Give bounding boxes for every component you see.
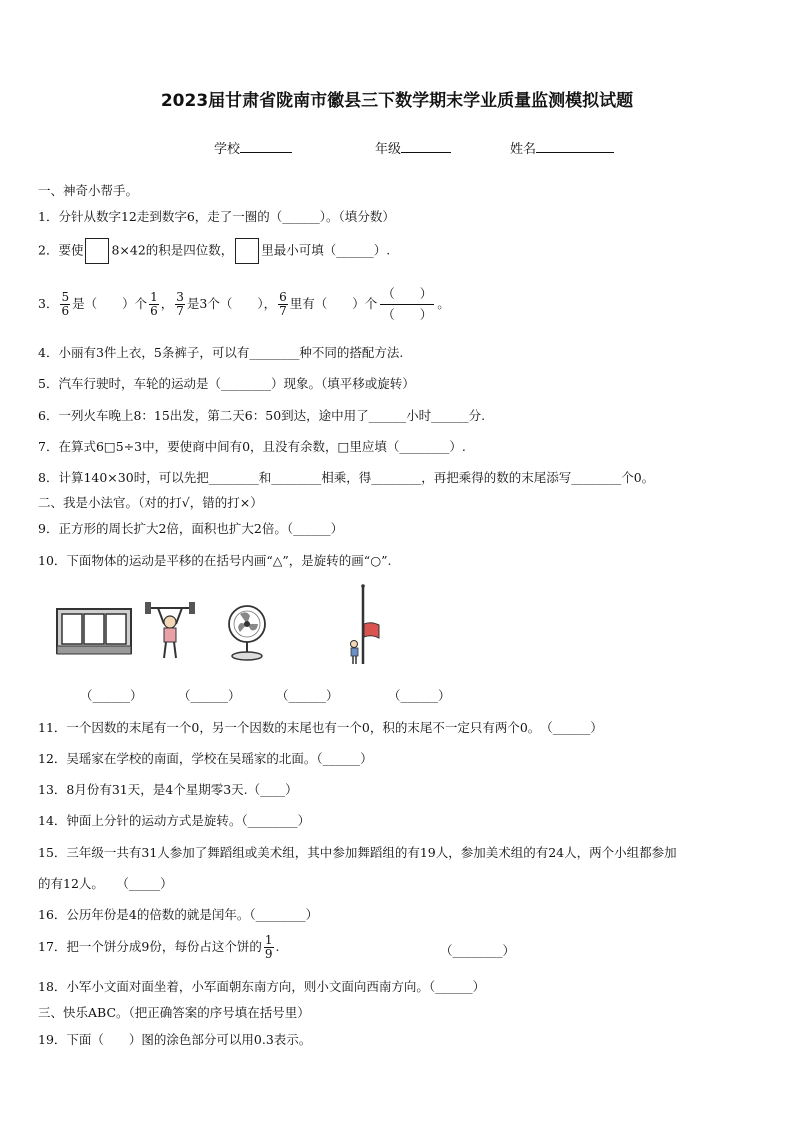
answer-box[interactable] [235, 238, 259, 264]
section-3-heading: 三、快乐ABC。（把正确答案的序号填在括号里） [38, 1005, 310, 1020]
question-7: 7．在算式6□5÷3中，要使商中间有0，且没有余数，□里应填（________）. [38, 439, 466, 454]
school-field [214, 138, 292, 157]
window-icon [56, 608, 132, 656]
name-field [510, 138, 614, 157]
school-label: 学校 [214, 142, 241, 157]
question-17 [38, 934, 279, 961]
question-2 [38, 238, 390, 264]
q3-text-a: 3． [38, 296, 59, 311]
q17-text-a: 17．把一个饼分成9份，每份占这个饼的 [38, 939, 262, 954]
q3-text-f: 。 [437, 296, 450, 311]
question-11: 11．一个因数的末尾有一个0，另一个因数的末尾也有一个0，积的末尾不一定只有两个0。 （______） [38, 720, 603, 735]
question-13: 13．8月份有31天，是4个星期零3天.（____） [38, 782, 298, 797]
question-4: 4．小丽有3件上衣，5条裤子，可以有________种不同的搭配方法. [38, 345, 404, 360]
question-9: 9．正方形的周长扩大2倍，面积也扩大2倍。（______） [38, 521, 344, 536]
fan-icon [226, 604, 268, 662]
q2-text-a: 2．要使 [38, 242, 84, 258]
section-2-heading: 二、我是小法官。（对的打√，错的打×） [38, 495, 263, 510]
page-title: 2023届甘肃省陇南市徽县三下数学期末学业质量监测模拟试题 [160, 91, 634, 111]
question-3 [38, 284, 450, 325]
question-12: 12．吴瑶家在学校的南面，学校在吴瑶家的北面。（______） [38, 751, 373, 766]
question-19: 19．下面（ ）图的涂色部分可以用0.3表示。 [38, 1032, 312, 1047]
question-16: 16．公历年份是4的倍数的就是闰年。（________） [38, 907, 319, 922]
flag-icon [345, 584, 381, 666]
q10-answer-1[interactable]: （______） [80, 688, 143, 703]
q2-text-c: 里最小可填（______）. [261, 242, 391, 258]
q3-text-e: 里有（ ）个 [289, 296, 378, 311]
fraction: $\frac{6}{7}$ [279, 290, 287, 318]
question-8: 8．计算140×30时，可以先把________和________相乘，得________，再把乘得的数的末尾添写________个0。 [38, 470, 655, 485]
q2-text-b: 8×42的积是四位数， [111, 242, 234, 258]
fraction: $\frac{5}{6}$ [61, 290, 70, 318]
question-6: 6．一列火车晚上8：15出发，第二天6：50到达，途中用了______小时______分. [38, 408, 486, 423]
grade-field [375, 138, 451, 157]
question-10: 10．下面物体的运动是平移的在括号内画“△”，是旋转的画“○”. [38, 553, 392, 568]
fraction: $\frac{1}{6}$ [150, 290, 158, 318]
question-1: 1．分针从数字12走到数字6，走了一圈的（______）。（填分数） [38, 209, 395, 224]
q3-text-c: ， [160, 296, 174, 311]
q10-answer-4[interactable]: （______） [388, 688, 451, 703]
question-15-continued: 的有12人。 （_____） [38, 876, 173, 891]
weightlifter-icon [144, 600, 196, 662]
fraction: $\frac{1}{9}$ [264, 933, 273, 961]
answer-box[interactable] [85, 238, 109, 264]
question-14: 14．钟面上分针的运动方式是旋转。（________） [38, 813, 311, 828]
q10-answer-3[interactable]: （______） [276, 688, 339, 703]
question-15: 15．三年级一共有31人参加了舞蹈组或美术组，其中参加舞蹈组的有19人，参加美术组的有24人，两个小组都参加 [38, 845, 677, 860]
q17-answer[interactable]: （________） [440, 943, 516, 958]
fraction: $\frac{3}{7}$ [176, 290, 184, 318]
school-blank[interactable] [240, 139, 292, 153]
section-1-heading: 一、神奇小帮手。 [38, 183, 139, 198]
grade-label: 年级 [375, 142, 402, 157]
question-18: 18．小军小文面对面坐着，小军面朝东南方向，则小文面向西南方向。（______） [38, 979, 486, 994]
q3-text-d: 是3个（ ）， [186, 296, 277, 311]
q17-text-b: . [275, 939, 280, 954]
q10-answer-2[interactable]: （______） [178, 688, 241, 703]
grade-blank[interactable] [401, 139, 451, 153]
name-label: 姓名 [510, 142, 537, 157]
q3-text-b: 是（ ）个 [72, 296, 148, 311]
name-blank[interactable] [536, 139, 614, 153]
question-5: 5．汽车行驶时，车轮的运动是（________）现象。（填平移或旋转） [38, 376, 415, 391]
answer-fraction[interactable]: （ ） （ ） [382, 286, 433, 322]
